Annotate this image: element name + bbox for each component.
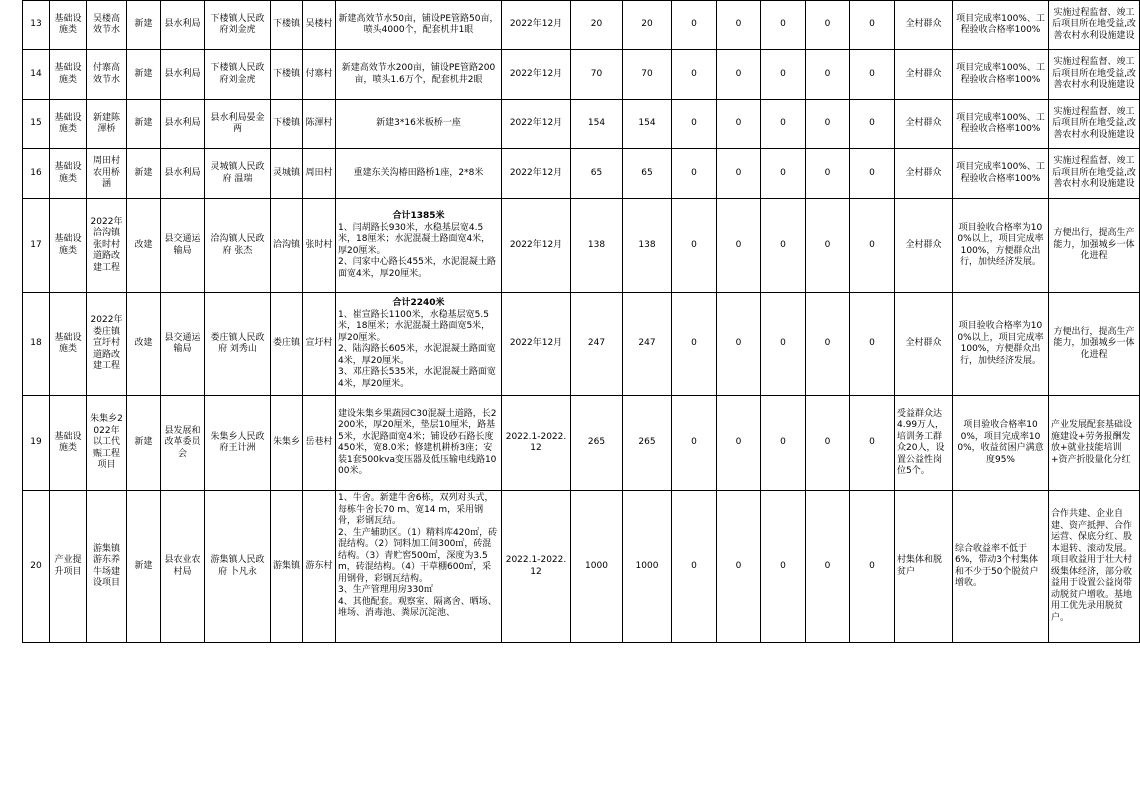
- value-cell-2: 0: [717, 199, 761, 293]
- value-cell-5: 0: [850, 293, 895, 396]
- completion-time: 2022年12月: [502, 149, 571, 199]
- town-name: 灵城镇: [271, 149, 303, 199]
- benefit-mechanism: 合作共建、企业自建、资产抵押、合作运营、保底分红、股本退转、滚动发展。项目收益用于壮大村级集体经济，部分收益用于设置公益岗带动脱贫户增收。基地用工优先录用脱贫户。: [1049, 491, 1140, 643]
- project-category: 基础设施类: [50, 149, 87, 199]
- construction-nature: 新建: [127, 149, 161, 199]
- construction-content: [336, 199, 502, 293]
- project-category: 基础设施类: [50, 100, 87, 149]
- beneficiary-target: 全村群众: [895, 293, 953, 396]
- value-cell-3: 0: [761, 50, 806, 100]
- performance-indicator: 项目验收合格率100%，项目完成率100%，收益贫困户满意度95%: [953, 396, 1049, 491]
- construction-nature: 新建: [127, 100, 161, 149]
- construction-nature: 改建: [127, 199, 161, 293]
- implementing-unit: 洽沟镇人民政府 张杰: [205, 199, 271, 293]
- table-body: [23, 1, 1140, 643]
- value-cell-2: 0: [717, 149, 761, 199]
- beneficiary-target: 全村群众: [895, 1, 953, 50]
- value-cell-1: 0: [672, 293, 717, 396]
- project-name: 游集镇游东养牛场建设项目: [87, 491, 127, 643]
- value-cell-5: 0: [850, 199, 895, 293]
- implementing-unit: 灵城镇人民政府 温瑞: [205, 149, 271, 199]
- implementing-unit: 下楼镇人民政府刘金虎: [205, 50, 271, 100]
- project-category: 基础设施类: [50, 1, 87, 50]
- performance-indicator: 项目完成率100%、工程验收合格率100%: [953, 50, 1049, 100]
- content-total: 合计2240米: [392, 298, 445, 308]
- construction-content: [336, 396, 502, 491]
- responsible-department: 县水利局: [161, 100, 205, 149]
- town-name: 娄庄镇: [271, 293, 303, 396]
- implementing-unit: 朱集乡人民政府王计洲: [205, 396, 271, 491]
- value-cell-1: 0: [672, 149, 717, 199]
- project-name: 朱集乡2022年以工代赈工程项目: [87, 396, 127, 491]
- content-line: 1、崔宣路长1100米，水稳基层宽5.5米，18厘米；水泥混凝土路面宽5米，厚20厘米。: [338, 309, 491, 343]
- value-cell-3: 0: [761, 491, 806, 643]
- beneficiary-target: 村集体和脱贫户: [895, 491, 953, 643]
- beneficiary-target: 全村群众: [895, 149, 953, 199]
- performance-indicator: 项目完成率100%、工程验收合格率100%: [953, 100, 1049, 149]
- total-investment: 247: [571, 293, 623, 396]
- value-cell-1: 0: [672, 100, 717, 149]
- performance-indicator: 项目验收合格率为100%以上，项目完成率100%，方便群众出行，加快经济发展。: [953, 199, 1049, 293]
- construction-content: [336, 491, 502, 643]
- content-line: 1、牛舍。新建牛舍6栋，双列对头式，每栋牛舍长70 m、宽14 m，采用钢骨，彩钢瓦结。: [338, 493, 494, 526]
- town-name: 游集镇: [271, 491, 303, 643]
- content-line: 新建高效节水200亩，铺设PE管路200亩，喷头1.6万个，配套机井2眼: [341, 63, 496, 85]
- completion-time: 2022年12月: [502, 293, 571, 396]
- performance-indicator: 项目验收合格率为100%以上，项目完成率100%，方便群众出行，加快经济发展。: [953, 293, 1049, 396]
- completion-time: 2022年12月: [502, 100, 571, 149]
- benefit-mechanism: 实施过程监督、竣工后项目所在地受益,改善农村水利设施建设: [1049, 149, 1140, 199]
- content-line: 2、生产辅助区。（1）精料库420㎡，砖混结构。（2）饲料加工间300㎡，砖混结构。（3）青贮窖500㎡，深度为3.5m，砖混结构。（4）干草棚600㎡，采用钢骨，彩钢瓦结构。: [338, 527, 498, 584]
- value-cell-3: 0: [761, 149, 806, 199]
- project-name: 2022年洽沟镇张时村道路改建工程: [87, 199, 127, 293]
- town-name: 下楼镇: [271, 50, 303, 100]
- village-name: 陈渾村: [303, 100, 336, 149]
- value-cell-4: 0: [806, 50, 850, 100]
- village-name: 宣圩村: [303, 293, 336, 396]
- construction-content: [336, 1, 502, 50]
- table-row: [23, 396, 1140, 491]
- content-line: 重建东关沟椿田路桥1座，2*8米: [353, 167, 484, 178]
- village-name: 周田村: [303, 149, 336, 199]
- content-line: 3、生产管理用房330㎡: [338, 585, 433, 595]
- responsible-department: 县发展和改革委员会: [161, 396, 205, 491]
- total-investment: 65: [571, 149, 623, 199]
- town-name: 下楼镇: [271, 100, 303, 149]
- town-name: 洽沟镇: [271, 199, 303, 293]
- row-number: 14: [23, 50, 50, 100]
- value-cell-5: 0: [850, 491, 895, 643]
- table-row: [23, 50, 1140, 100]
- value-cell-4: 0: [806, 293, 850, 396]
- beneficiary-target: 全村群众: [895, 100, 953, 149]
- value-cell-2: 0: [717, 1, 761, 50]
- row-number: 16: [23, 149, 50, 199]
- responsible-department: 县水利局: [161, 1, 205, 50]
- benefit-mechanism: 实施过程监督、竣工后项目所在地受益,改善农村水利设施建设: [1049, 100, 1140, 149]
- content-line: 4、其他配套。观察室、隔离舍、晒场、堆场、消毒池、粪尿沉淀池、: [338, 596, 497, 618]
- value-cell-5: 0: [850, 50, 895, 100]
- content-line: 新建高效节水50亩，铺设PE管路50亩，喷头4000个，配套机井1眼: [338, 13, 499, 35]
- construction-nature: 新建: [127, 491, 161, 643]
- row-number: 13: [23, 1, 50, 50]
- construction-content: [336, 50, 502, 100]
- table-row: [23, 199, 1140, 293]
- village-name: 张时村: [303, 199, 336, 293]
- value-cell-1: 0: [672, 491, 717, 643]
- value-cell-4: 0: [806, 149, 850, 199]
- fund-amount: 138: [623, 199, 672, 293]
- value-cell-5: 0: [850, 149, 895, 199]
- construction-nature: 新建: [127, 1, 161, 50]
- value-cell-5: 0: [850, 100, 895, 149]
- value-cell-5: 0: [850, 396, 895, 491]
- project-category: 基础设施类: [50, 199, 87, 293]
- content-total: 合计1385米: [392, 211, 445, 221]
- responsible-department: 县交通运输局: [161, 199, 205, 293]
- table-row: [23, 491, 1140, 643]
- fund-amount: 65: [623, 149, 672, 199]
- total-investment: 138: [571, 199, 623, 293]
- responsible-department: 县水利局: [161, 149, 205, 199]
- fund-amount: 20: [623, 1, 672, 50]
- town-name: 朱集乡: [271, 396, 303, 491]
- value-cell-4: 0: [806, 396, 850, 491]
- value-cell-3: 0: [761, 396, 806, 491]
- value-cell-1: 0: [672, 199, 717, 293]
- project-category: 基础设施类: [50, 293, 87, 396]
- value-cell-1: 0: [672, 1, 717, 50]
- project-table: [22, 0, 1140, 643]
- village-name: 吴楼村: [303, 1, 336, 50]
- implementing-unit: 县水利局晏金两: [205, 100, 271, 149]
- value-cell-2: 0: [717, 100, 761, 149]
- construction-nature: 新建: [127, 396, 161, 491]
- project-name: 2022年娄庄镇宣圩村道路改建工程: [87, 293, 127, 396]
- implementing-unit: 游集镇人民政府 卜凡永: [205, 491, 271, 643]
- value-cell-1: 0: [672, 396, 717, 491]
- table-row: [23, 149, 1140, 199]
- beneficiary-target: 受益群众达4.99万人，培训务工群众20人，设置公益性岗位5个。: [895, 396, 953, 491]
- value-cell-4: 0: [806, 491, 850, 643]
- fund-amount: 70: [623, 50, 672, 100]
- construction-nature: 改建: [127, 293, 161, 396]
- value-cell-2: 0: [717, 293, 761, 396]
- performance-indicator: 项目完成率100%、工程验收合格率100%: [953, 149, 1049, 199]
- beneficiary-target: 全村群众: [895, 199, 953, 293]
- content-line: 1、闫胡路长930米，水稳基层宽4.5米，18厘米；水泥混凝土路面宽4米，厚20厘米。: [338, 222, 491, 256]
- benefit-mechanism: 方便出行，提高生产能力，加强城乡一体化进程: [1049, 293, 1140, 396]
- row-number: 17: [23, 199, 50, 293]
- completion-time: 2022年12月: [502, 50, 571, 100]
- project-name: 吴楼高效节水: [87, 1, 127, 50]
- content-line: 新建3*16米板桥一座: [376, 118, 461, 129]
- row-number: 15: [23, 100, 50, 149]
- benefit-mechanism: 实施过程监督、竣工后项目所在地受益,改善农村水利设施建设: [1049, 50, 1140, 100]
- construction-content: [336, 149, 502, 199]
- content-line: 2、闫家中心路长455米，水泥混凝土路面宽4米，厚20厘米。: [338, 257, 496, 279]
- performance-indicator: 综合收益率不低于6%，带动3个村集体和不少于50个脱贫户增收。: [953, 491, 1049, 643]
- project-name: 付寨高效节水: [87, 50, 127, 100]
- value-cell-4: 0: [806, 199, 850, 293]
- responsible-department: 县水利局: [161, 50, 205, 100]
- value-cell-3: 0: [761, 293, 806, 396]
- fund-amount: 154: [623, 100, 672, 149]
- value-cell-5: 0: [850, 1, 895, 50]
- value-cell-2: 0: [717, 491, 761, 643]
- value-cell-3: 0: [761, 100, 806, 149]
- responsible-department: 县农业农村局: [161, 491, 205, 643]
- project-category: 产业提升项目: [50, 491, 87, 643]
- construction-nature: 新建: [127, 50, 161, 100]
- town-name: 下楼镇: [271, 1, 303, 50]
- completion-time: 2022年12月: [502, 1, 571, 50]
- benefit-mechanism: 方便出行，提高生产能力，加强城乡一体化进程: [1049, 199, 1140, 293]
- responsible-department: 县交通运输局: [161, 293, 205, 396]
- implementing-unit: 下楼镇人民政府刘金虎: [205, 1, 271, 50]
- project-category: 基础设施类: [50, 50, 87, 100]
- value-cell-4: 0: [806, 100, 850, 149]
- row-number: 18: [23, 293, 50, 396]
- benefit-mechanism: 产业发展配套基础设施建设+劳务报酬发放+就业技能培训+资产折股量化分红: [1049, 396, 1140, 491]
- construction-content: [336, 100, 502, 149]
- performance-indicator: 项目完成率100%、工程验收合格率100%: [953, 1, 1049, 50]
- village-name: 岳巷村: [303, 396, 336, 491]
- table-row: [23, 293, 1140, 396]
- value-cell-3: 0: [761, 199, 806, 293]
- total-investment: 154: [571, 100, 623, 149]
- total-investment: 1000: [571, 491, 623, 643]
- content-line: 3、邓庄路长535米，水泥混凝土路面宽4米，厚20厘米。: [338, 367, 496, 389]
- value-cell-3: 0: [761, 1, 806, 50]
- project-name: 新建陈渾桥: [87, 100, 127, 149]
- total-investment: 70: [571, 50, 623, 100]
- implementing-unit: 娄庄镇人民政府 刘秀山: [205, 293, 271, 396]
- value-cell-2: 0: [717, 50, 761, 100]
- completion-time: 2022.1-2022.12: [502, 491, 571, 643]
- value-cell-1: 0: [672, 50, 717, 100]
- project-name: 周田村农用桥涵: [87, 149, 127, 199]
- content-line: 2、陆沟路长605米，水泥混凝土路面宽4米，厚20厘米。: [338, 344, 496, 366]
- beneficiary-target: 全村群众: [895, 50, 953, 100]
- completion-time: 2022.1-2022.12: [502, 396, 571, 491]
- total-investment: 265: [571, 396, 623, 491]
- project-category: 基础设施类: [50, 396, 87, 491]
- row-number: 19: [23, 396, 50, 491]
- value-cell-4: 0: [806, 1, 850, 50]
- construction-content: [336, 293, 502, 396]
- table-row: [23, 1, 1140, 50]
- total-investment: 20: [571, 1, 623, 50]
- benefit-mechanism: 实施过程监督、竣工后项目所在地受益,改善农村水利设施建设: [1049, 1, 1140, 50]
- table-row: [23, 100, 1140, 149]
- village-name: 游东村: [303, 491, 336, 643]
- completion-time: 2022年12月: [502, 199, 571, 293]
- value-cell-2: 0: [717, 396, 761, 491]
- village-name: 付寨村: [303, 50, 336, 100]
- fund-amount: 247: [623, 293, 672, 396]
- row-number: 20: [23, 491, 50, 643]
- content-line: 建设朱集乡果蔬园C30混凝土道路，长2200米，厚20厘米，垫层10厘米，路基5米，水泥路面宽4米；铺设砂石路长度450米，宽8.0米；修建机耕桥3座；安装1套500kva变压器及低压输电线路1000米。: [338, 408, 497, 476]
- fund-amount: 1000: [623, 491, 672, 643]
- fund-amount: 265: [623, 396, 672, 491]
